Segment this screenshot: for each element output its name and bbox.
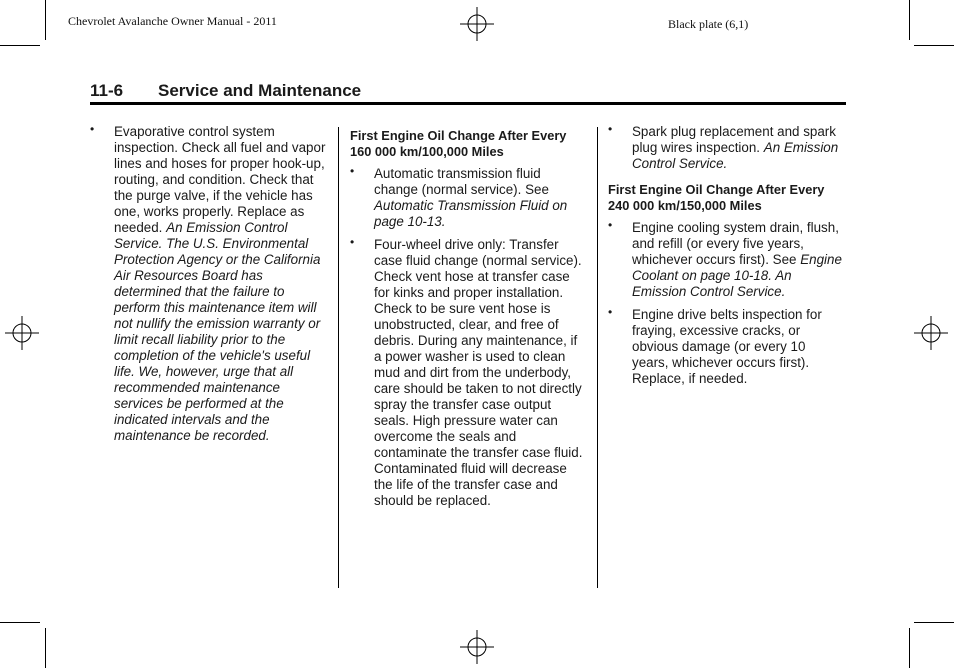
item-italic-text: Engine Coolant on page 10-18. An Emission Control Service.	[632, 252, 842, 299]
bullet-icon: •	[350, 164, 355, 178]
bullet-icon: •	[608, 218, 613, 232]
crop-mark-br-v	[909, 628, 910, 668]
interval-heading: First Engine Oil Change After Every 240 000 km/150,000 Miles	[608, 182, 825, 213]
item-italic-text: An Emission Control Service.	[632, 140, 839, 171]
list-item	[90, 124, 330, 444]
interval-heading: First Engine Oil Change After Every 160 000 km/100,000 Miles	[350, 128, 567, 159]
bullet-icon: •	[350, 235, 355, 249]
registration-mark-left-icon	[5, 316, 39, 350]
crop-mark-br-h	[914, 622, 954, 623]
item-italic-text: An Emission Control Service. The U.S. Environmental Protection Agency or the California Air Resources Board has determined that the failure to perform this maintenance item will not nullify the emission warranty or limit recall liability prior to the completion of the vehicle's useful life. We, however, urge that all recommended maintenance services be performed at the indicated intervals and the maintenance be recorded.	[114, 220, 321, 443]
crop-mark-tl-v	[45, 0, 46, 40]
section-rule	[90, 102, 846, 105]
column-divider-2	[597, 127, 598, 588]
crop-mark-bl-h	[0, 622, 40, 623]
crop-mark-tr-v	[909, 0, 910, 40]
item-text: Spark plug replacement and spark plug wires inspection.	[632, 124, 836, 155]
crop-mark-bl-v	[45, 628, 46, 668]
registration-mark-top-icon	[460, 7, 494, 41]
item-italic-text: Automatic Transmission Fluid on page 10-13.	[374, 198, 568, 229]
list-item	[608, 307, 844, 387]
bullet-icon: •	[608, 122, 613, 136]
item-text: Evaporative control system inspection. Check all fuel and vapor lines and hoses for proper hook-up, routing, and condition. Check that the purge valve, if the vehicle has one, works properly. Replace as needed.	[114, 124, 326, 235]
crop-mark-tr-h	[914, 45, 954, 46]
crop-mark-tl-h	[0, 45, 40, 46]
list-item	[608, 124, 844, 172]
registration-mark-right-icon	[914, 316, 948, 350]
registration-mark-bottom-icon	[460, 630, 494, 664]
section-title: Service and Maintenance	[158, 81, 362, 100]
item-text: Engine drive belts inspection for fraying, excessive cracks, or obvious damage (or every 10 years, whichever occurs first). Replace, if needed.	[632, 307, 822, 386]
item-text: Engine cooling system drain, flush, and refill (or every five years, whichever occurs first). See	[632, 220, 839, 267]
page-header-manual-title: Chevrolet Avalanche Owner Manual - 2011	[68, 14, 277, 28]
bullet-icon: •	[608, 305, 613, 319]
column-2	[350, 128, 588, 509]
column-1	[90, 124, 330, 444]
list-item	[350, 237, 588, 509]
list-item	[608, 220, 844, 300]
item-text: Automatic transmission fluid change (normal service). See	[374, 166, 549, 197]
column-divider-1	[338, 127, 339, 588]
section-number: 11-6	[90, 81, 124, 100]
item-text: Four-wheel drive only: Transfer case fluid change (normal service). Check vent hose at transfer case for kinks and proper installation. Check to be sure vent hose is unobstructed, clear, and free of debris. During any maintenance, if a power washer is used to clean mud and dirt from the underbody, care should be taken to not directly spray the transfer case output seals. High pressure water can overcome the seals and contaminate the transfer case fluid. Contaminated fluid will decrease the life of the transfer case and should be replaced.	[374, 237, 583, 508]
bullet-icon: •	[90, 122, 95, 136]
page-header-plate: Black plate (6,1)	[668, 17, 749, 31]
column-3	[608, 124, 844, 387]
list-item	[350, 166, 588, 230]
